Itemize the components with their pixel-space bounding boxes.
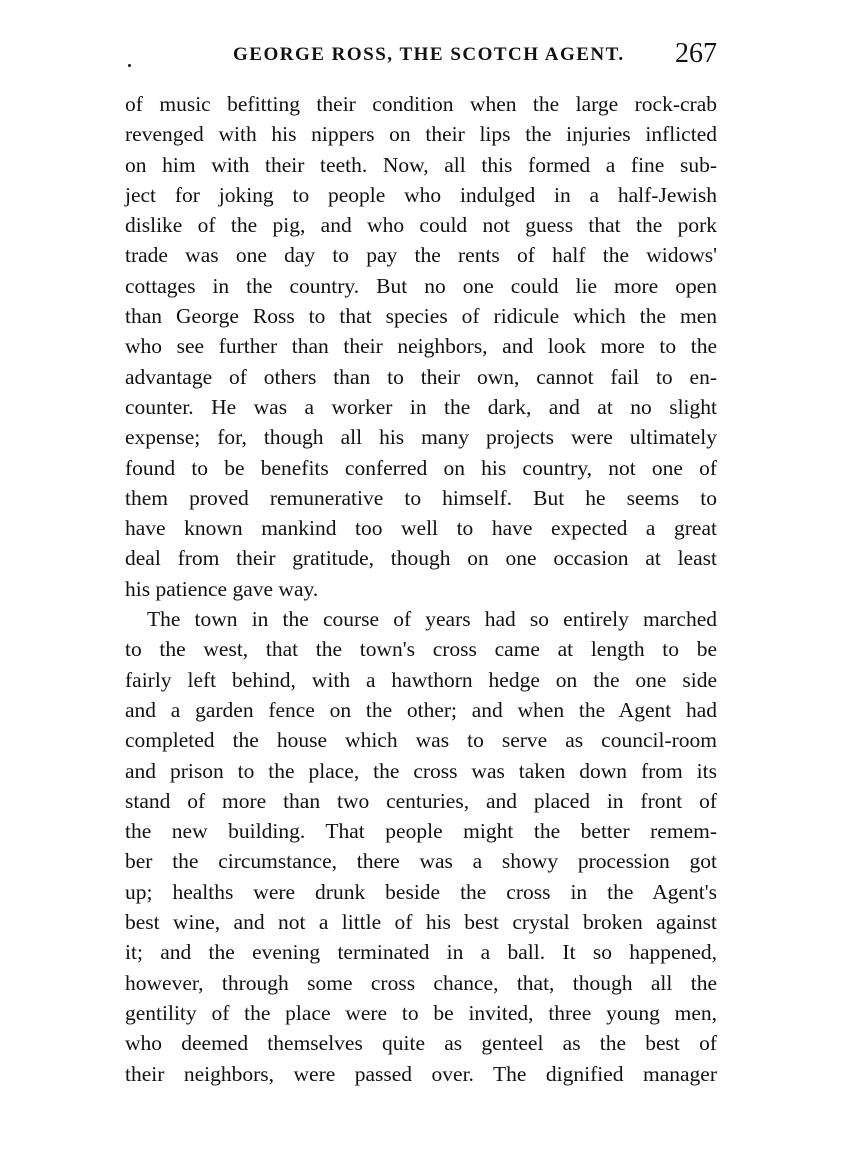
- text-line: than George Ross to that species of ridicule which the men: [125, 304, 717, 329]
- text-line: of music befitting their condition when the large rock-crab: [125, 92, 717, 116]
- text-line: ject for joking to people who indulged in a half-Jewish: [125, 182, 717, 207]
- paragraph-2: [125, 604, 717, 1089]
- text-line: who see further than their neighbors, and look more to the: [125, 334, 717, 359]
- text-line: have known mankind too well to have expected a great: [125, 516, 717, 541]
- text-line: dislike of the pig, and who could not guess that the pork: [125, 213, 717, 238]
- text-line: cottages in the country. But no one could lie more open: [125, 273, 717, 298]
- text-line: and a garden fence on the other; and when the Agent had: [125, 697, 717, 722]
- text-line: up; healths were drunk beside the cross in the Agent's: [125, 879, 717, 904]
- text-line: completed the house which was to serve as council-room: [125, 728, 717, 753]
- text-line: on him with their teeth. Now, all this formed a fine sub-: [125, 152, 717, 177]
- text-line: the new building. That people might the better remem-: [125, 819, 717, 844]
- text-line: to the west, that the town's cross came at length to be: [125, 637, 717, 662]
- text-line: revenged with his nippers on their lips the injuries inflicted: [125, 122, 717, 147]
- text-line: them proved remunerative to himself. But he seems to: [125, 485, 717, 510]
- paragraph-1: [125, 89, 717, 604]
- page-number: 267: [675, 38, 717, 69]
- text-line: who deemed themselves quite as genteel as the best of: [125, 1031, 717, 1056]
- text-line: however, through some cross chance, that, though all the: [125, 970, 717, 995]
- body-text: [125, 89, 717, 1089]
- text-line: their neighbors, were passed over. The dignified manager: [125, 1061, 717, 1086]
- text-line: found to be benefits conferred on his country, not one of: [125, 455, 717, 480]
- text-line: expense; for, though all his many projects were ultimately: [125, 425, 717, 450]
- running-head: GEORGE ROSS, THE SCOTCH AGENT.: [233, 44, 625, 65]
- text-line: best wine, and not a little of his best crystal broken against: [125, 910, 717, 935]
- page-header: [125, 38, 717, 78]
- text-line: gentility of the place were to be invited, three young men,: [125, 1000, 717, 1025]
- text-line: his patience gave way.: [125, 576, 319, 601]
- text-line: counter. He was a worker in the dark, and at no slight: [125, 394, 717, 419]
- text-line: advantage of others than to their own, cannot fail to en-: [125, 364, 717, 389]
- text-line: and prison to the place, the cross was taken down from its: [125, 758, 717, 783]
- text-line: it; and the evening terminated in a ball. It so happened,: [125, 940, 717, 965]
- text-line: fairly left behind, with a hawthorn hedge on the one side: [125, 667, 717, 692]
- text-line: trade was one day to pay the rents of half the widows': [125, 243, 717, 268]
- text-line: ber the circumstance, there was a showy procession got: [125, 849, 717, 874]
- ink-speck: [128, 64, 131, 67]
- text-line: The town in the course of years had so entirely marched: [147, 607, 717, 632]
- text-line: stand of more than two centuries, and placed in front of: [125, 788, 717, 813]
- text-line: deal from their gratitude, though on one occasion at least: [125, 546, 717, 571]
